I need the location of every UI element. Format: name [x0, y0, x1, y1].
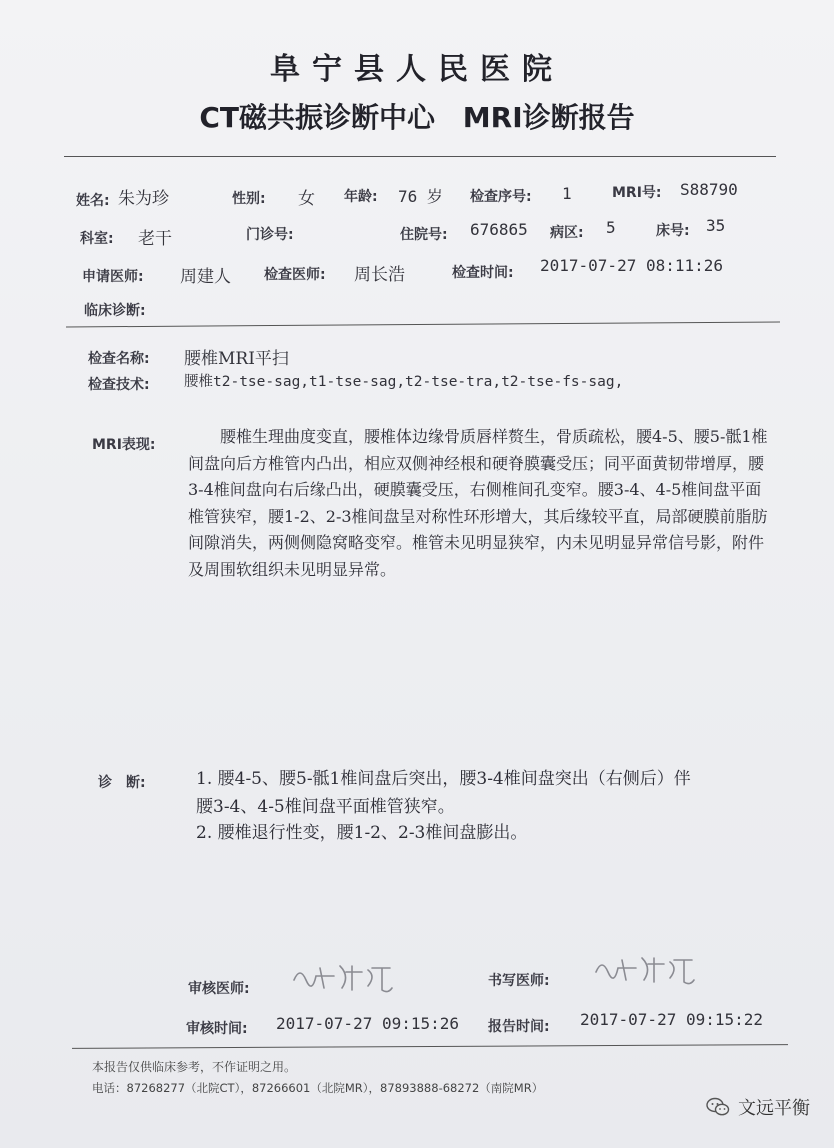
reviewer-signature	[286, 958, 406, 994]
findings-text: 腰椎生理曲度变直，腰椎体边缘骨质唇样赘生，骨质疏松，腰4-5、腰5-骶1椎间盘向后方椎管内凸出，相应双侧神经根和硬脊膜囊受压；同平面黄韧带增厚，腰3-4椎间盘向右后缘凸出，硬膜囊受压，右侧椎间孔变窄。腰3-4、4-5椎间盘平面椎管狭窄，腰1-2、2-3椎间盘呈对称性环形增大，其后缘较平直，局部硬膜前脂肪间隙消失，两侧侧隐窝略变窄。椎管未见明显狭窄，内未见明显异常信号影，附件及周围软组织未见明显异常。	[188, 427, 768, 579]
clinical-label: 临床诊断:	[84, 303, 146, 319]
wechat-icon	[706, 1097, 730, 1117]
diagnosis-line-1: 1. 腰4-5、腰5-骶1椎间盘后突出，腰3-4椎间盘突出（右侧后）伴	[196, 769, 691, 789]
examining-doctor: 周长浩	[354, 265, 405, 285]
patient-name: 朱为珍	[118, 189, 169, 209]
footer-rule	[72, 1044, 788, 1049]
header-rule	[64, 156, 776, 157]
diagnosis-label: 诊 断:	[98, 775, 146, 791]
info-rule	[66, 322, 780, 328]
review-time-label: 审核时间:	[186, 1021, 248, 1037]
requester-label: 申请医师:	[82, 269, 144, 285]
age-label: 年龄:	[344, 189, 378, 205]
review-time: 2017-07-27 09:15:26	[276, 1014, 460, 1033]
name-label: 姓名:	[76, 193, 110, 209]
exam-tech-label: 检查技术:	[88, 377, 150, 393]
exam-time-label: 检查时间:	[452, 265, 514, 281]
exam-name: 腰椎MRI平扫	[184, 349, 289, 369]
ward-number: 5	[606, 218, 616, 237]
bed-label: 床号:	[656, 223, 690, 239]
exam-seq: 1	[562, 184, 572, 203]
department: 老干	[138, 229, 172, 249]
writer-label: 书写医师:	[488, 973, 550, 989]
sex-label: 性别:	[232, 191, 266, 207]
exam-technique: 腰椎t2-tse-sag,t1-tse-sag,t2-tse-tra,t2-tse-fs-sag,	[184, 374, 624, 390]
footer-note: 本报告仅供临床参考，不作证明之用。	[92, 1060, 297, 1074]
requesting-doctor: 周建人	[180, 267, 231, 287]
exam-time: 2017-07-27 08:11:26	[540, 256, 724, 275]
findings-label: MRI表现:	[92, 437, 156, 453]
exam-name-label: 检查名称:	[88, 351, 150, 367]
patient-age: 76 岁	[398, 187, 443, 206]
hospital-name: 阜宁县人民医院	[270, 52, 564, 87]
footer-phones: 电话：87268277（北院CT），87266601（北院MR），87893888-68272（南院MR）	[92, 1081, 544, 1095]
outpatient-label: 门诊号:	[246, 227, 294, 243]
diagnosis-line-2: 2. 腰椎退行性变，腰1-2、2-3椎间盘膨出。	[196, 823, 528, 843]
watermark-text: 文远平衡	[738, 1098, 810, 1119]
examiner-label: 检查医师:	[264, 267, 326, 283]
diagnosis-line-1b: 腰3-4、4-5椎间盘平面椎管狭窄。	[196, 797, 455, 817]
report-title: CT磁共振诊断中心 MRI诊断报告	[199, 101, 635, 134]
inpatient-number: 676865	[470, 220, 528, 239]
patient-sex: 女	[298, 189, 315, 209]
reviewer-label: 审核医师:	[188, 981, 250, 997]
watermark	[706, 1094, 810, 1120]
report-time: 2017-07-27 09:15:22	[580, 1010, 764, 1029]
seq-label: 检查序号:	[470, 189, 532, 205]
ward-label: 病区:	[550, 225, 584, 241]
inpatient-label: 住院号:	[400, 227, 448, 243]
report-time-label: 报告时间:	[488, 1019, 550, 1035]
dept-label: 科室:	[80, 231, 114, 247]
mri-number: S88790	[680, 180, 738, 199]
mri-no-label: MRI号:	[612, 185, 662, 201]
bed-number: 35	[706, 216, 726, 235]
writer-signature	[588, 950, 708, 986]
